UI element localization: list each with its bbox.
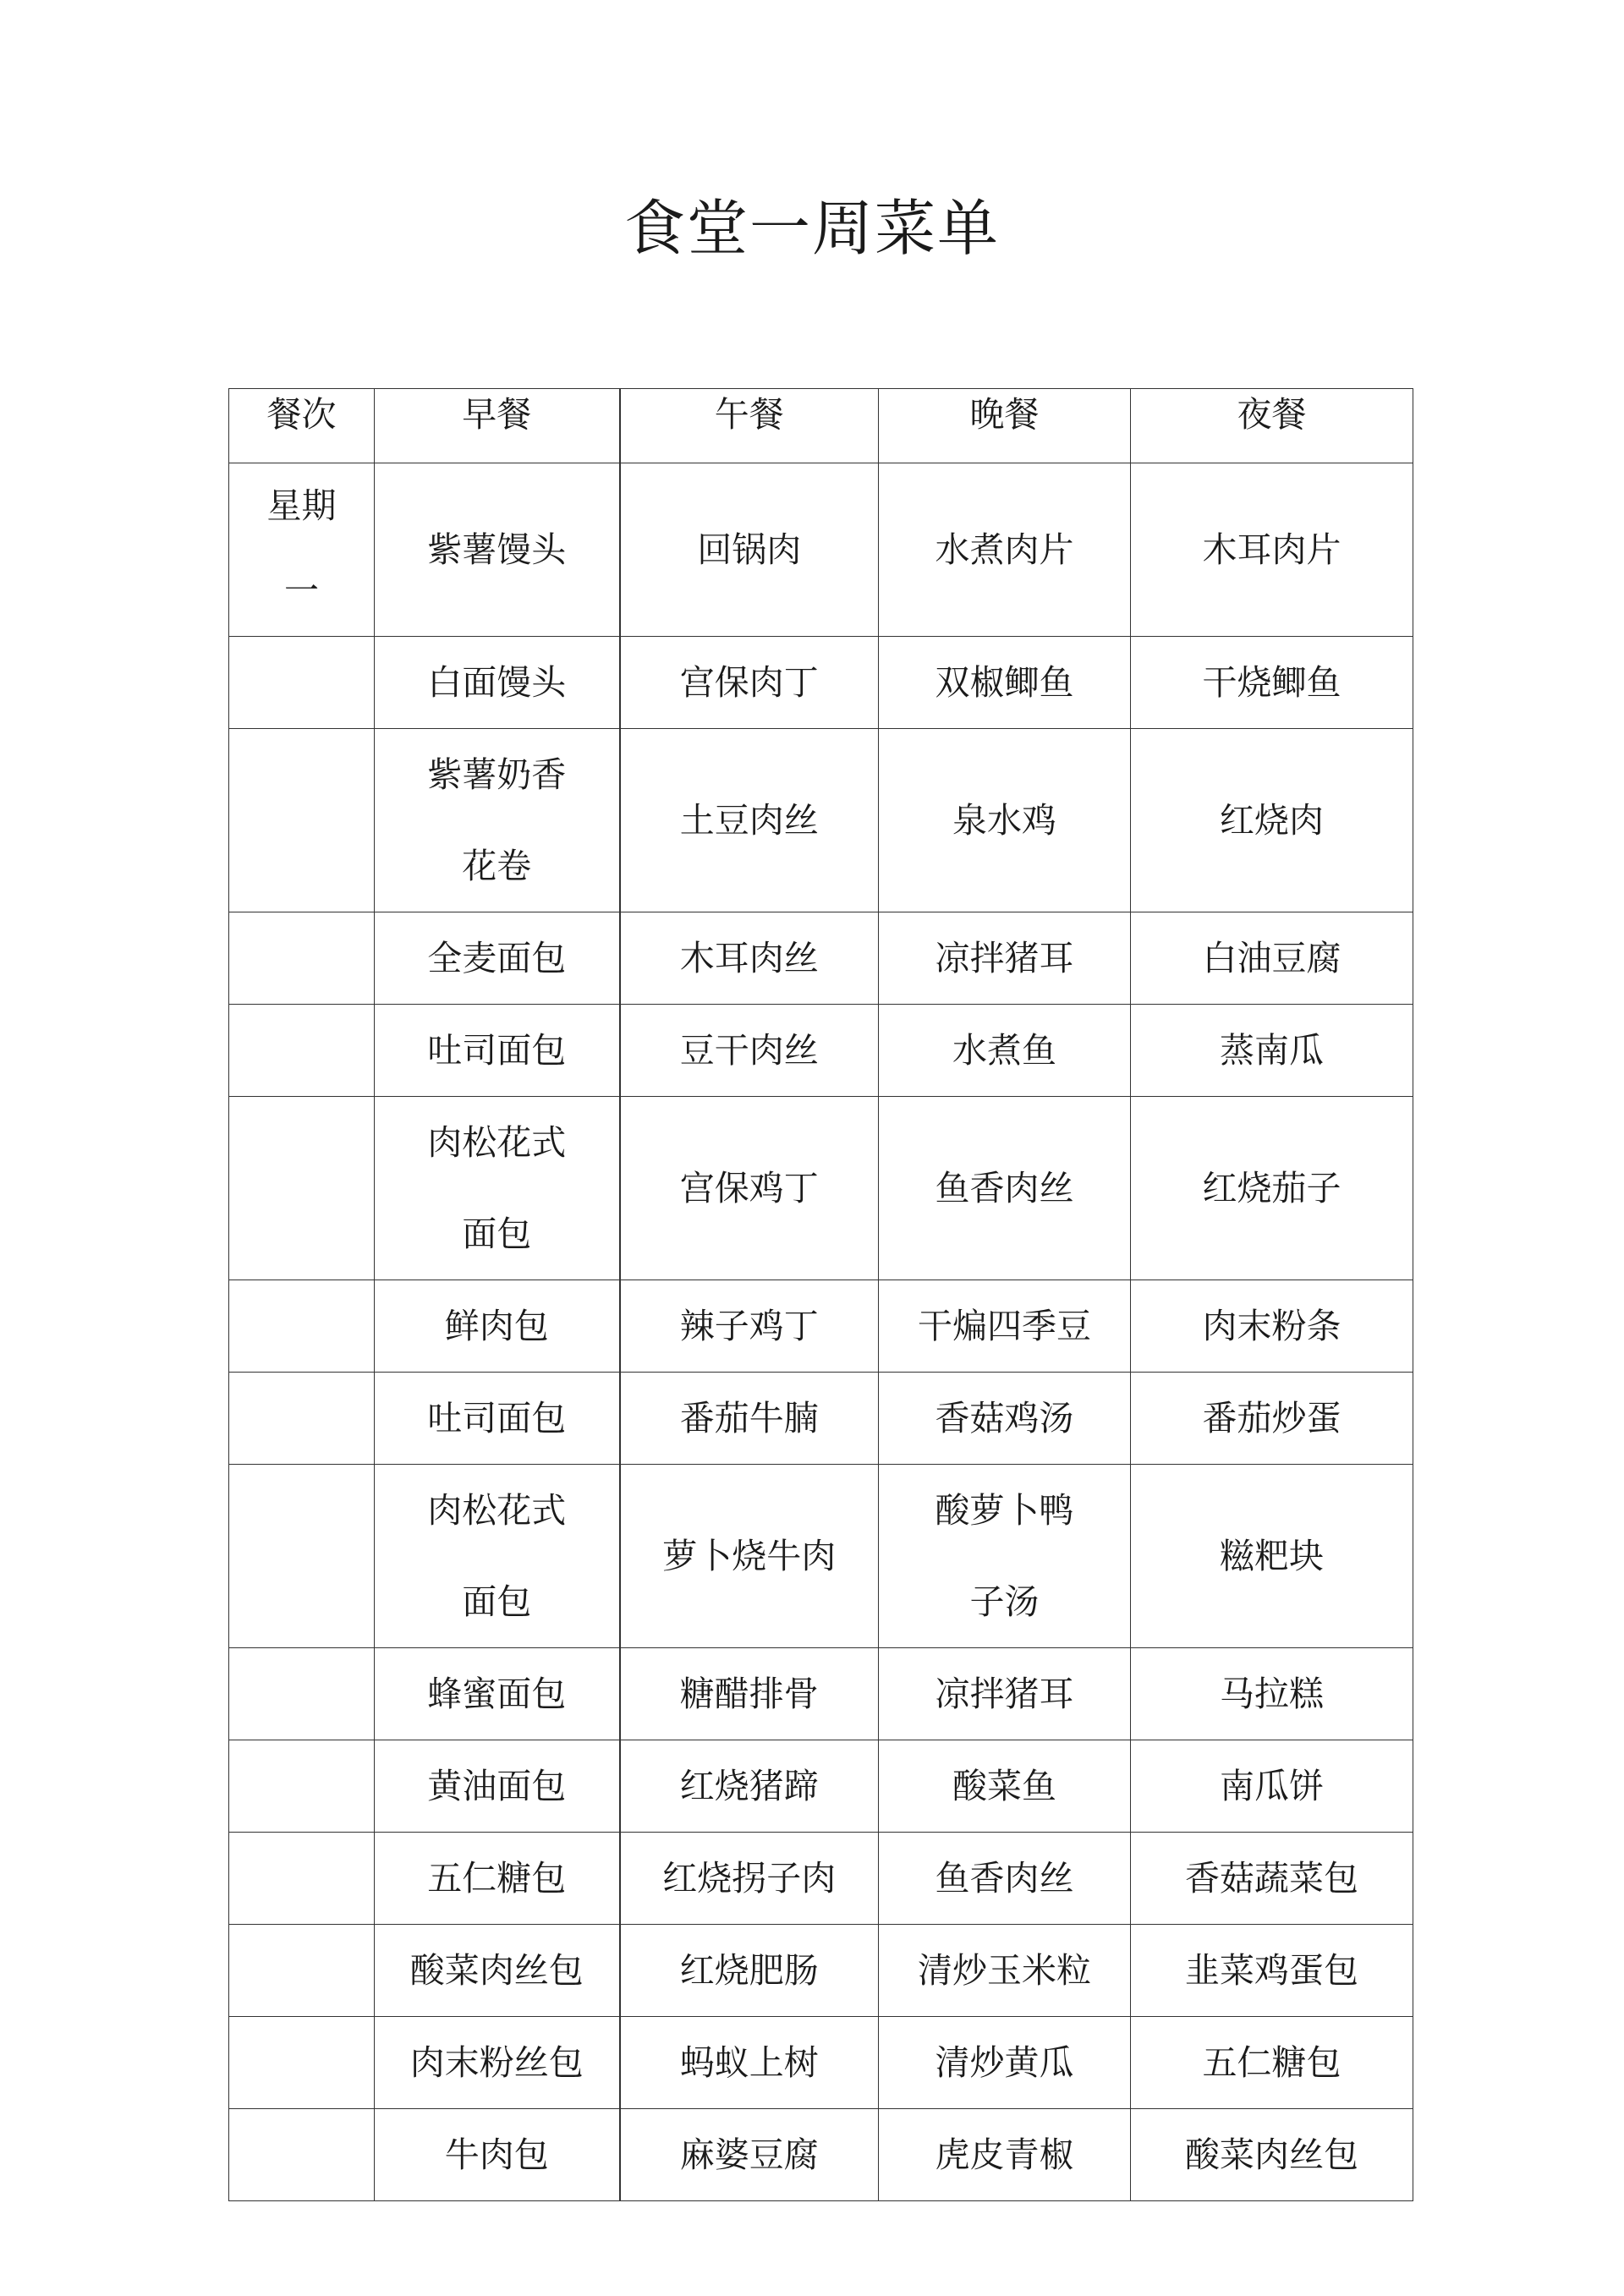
breakfast-text: 肉松花式面包 — [427, 1490, 567, 1622]
breakfast-cell: 黄油面包 — [375, 1740, 620, 1833]
table-row — [229, 1097, 1413, 1280]
day-cell — [229, 2017, 375, 2109]
day-cell — [229, 1373, 375, 1465]
dinner-cell: 清炒玉米粒 — [879, 1925, 1131, 2017]
day-cell — [229, 1097, 375, 1280]
breakfast-text: 肉松花式面包 — [427, 1122, 567, 1254]
table-row — [229, 1373, 1413, 1465]
dinner-cell: 双椒鲫鱼 — [879, 637, 1131, 729]
night-cell: 五仁糖包 — [1131, 2017, 1413, 2109]
dinner-cell: 水煮鱼 — [879, 1005, 1131, 1097]
night-cell: 马拉糕 — [1131, 1648, 1413, 1740]
dinner-cell: 鱼香肉丝 — [879, 1097, 1131, 1280]
breakfast-cell: 五仁糖包 — [375, 1833, 620, 1925]
breakfast-cell: 酸菜肉丝包 — [375, 1925, 620, 2017]
night-cell: 红烧肉 — [1131, 729, 1413, 912]
lunch-cell: 豆干肉丝 — [620, 1005, 879, 1097]
lunch-cell: 宫保鸡丁 — [620, 1097, 879, 1280]
night-cell: 红烧茄子 — [1131, 1097, 1413, 1280]
table-row — [229, 2017, 1413, 2109]
lunch-cell: 红烧肥肠 — [620, 1925, 879, 2017]
day-label: 星期一 — [266, 485, 337, 611]
breakfast-text: 紫薯奶香花卷 — [427, 754, 567, 886]
dinner-cell: 干煸四季豆 — [879, 1280, 1131, 1373]
lunch-cell: 回锅肉 — [620, 463, 879, 637]
day-cell — [229, 729, 375, 912]
header-lunch: 午餐 — [620, 389, 879, 463]
breakfast-cell: 肉末粉丝包 — [375, 2017, 620, 2109]
lunch-cell: 麻婆豆腐 — [620, 2109, 879, 2201]
dinner-cell: 香菇鸡汤 — [879, 1373, 1131, 1465]
breakfast-cell — [375, 1097, 620, 1280]
dinner-cell — [879, 1465, 1131, 1648]
lunch-cell: 蚂蚁上树 — [620, 2017, 879, 2109]
table-header-row — [229, 389, 1413, 463]
table-row — [229, 1280, 1413, 1373]
day-cell — [229, 463, 375, 637]
dinner-cell: 虎皮青椒 — [879, 2109, 1131, 2201]
breakfast-cell — [375, 729, 620, 912]
dinner-text: 酸萝卜鸭子汤 — [935, 1490, 1074, 1622]
page-title: 食堂一周菜单 — [623, 193, 1000, 264]
header-dinner: 晚餐 — [879, 389, 1131, 463]
night-cell: 酸菜肉丝包 — [1131, 2109, 1413, 2201]
header-night: 夜餐 — [1131, 389, 1413, 463]
table-row — [229, 1833, 1413, 1925]
night-cell: 糍粑块 — [1131, 1465, 1413, 1648]
breakfast-cell: 牛肉包 — [375, 2109, 620, 2201]
table-row — [229, 729, 1413, 912]
night-cell: 干烧鲫鱼 — [1131, 637, 1413, 729]
breakfast-cell: 吐司面包 — [375, 1373, 620, 1465]
dinner-cell: 酸菜鱼 — [879, 1740, 1131, 1833]
night-cell: 香菇蔬菜包 — [1131, 1833, 1413, 1925]
dinner-cell: 凉拌猪耳 — [879, 912, 1131, 1005]
table-row — [229, 1465, 1413, 1648]
breakfast-cell: 紫薯馒头 — [375, 463, 620, 637]
night-cell: 白油豆腐 — [1131, 912, 1413, 1005]
table-row — [229, 637, 1413, 729]
day-cell — [229, 2109, 375, 2201]
dinner-cell: 鱼香肉丝 — [879, 1833, 1131, 1925]
lunch-cell: 红烧猪蹄 — [620, 1740, 879, 1833]
lunch-cell: 辣子鸡丁 — [620, 1280, 879, 1373]
header-meal: 餐次 — [229, 389, 375, 463]
table-row — [229, 463, 1413, 637]
dinner-cell: 清炒黄瓜 — [879, 2017, 1131, 2109]
table-row — [229, 1925, 1413, 2017]
night-cell: 蒸南瓜 — [1131, 1005, 1413, 1097]
night-cell: 番茄炒蛋 — [1131, 1373, 1413, 1465]
night-cell: 南瓜饼 — [1131, 1740, 1413, 1833]
lunch-cell: 糖醋排骨 — [620, 1648, 879, 1740]
table-row — [229, 1740, 1413, 1833]
day-cell — [229, 1925, 375, 2017]
night-cell: 韭菜鸡蛋包 — [1131, 1925, 1413, 2017]
day-cell — [229, 1833, 375, 1925]
header-breakfast: 早餐 — [375, 389, 620, 463]
day-cell — [229, 1465, 375, 1648]
lunch-cell: 宫保肉丁 — [620, 637, 879, 729]
dinner-cell: 凉拌猪耳 — [879, 1648, 1131, 1740]
breakfast-cell: 白面馒头 — [375, 637, 620, 729]
breakfast-cell: 蜂蜜面包 — [375, 1648, 620, 1740]
dinner-cell: 泉水鸡 — [879, 729, 1131, 912]
breakfast-cell: 全麦面包 — [375, 912, 620, 1005]
table-row — [229, 2109, 1413, 2201]
table-row — [229, 1648, 1413, 1740]
breakfast-cell: 鲜肉包 — [375, 1280, 620, 1373]
day-cell — [229, 912, 375, 1005]
table-row — [229, 1005, 1413, 1097]
day-cell — [229, 637, 375, 729]
night-cell: 肉末粉条 — [1131, 1280, 1413, 1373]
day-cell — [229, 1280, 375, 1373]
menu-table — [228, 388, 1413, 2201]
breakfast-cell: 吐司面包 — [375, 1005, 620, 1097]
lunch-cell: 木耳肉丝 — [620, 912, 879, 1005]
day-cell — [229, 1740, 375, 1833]
lunch-cell: 番茄牛腩 — [620, 1373, 879, 1465]
lunch-cell: 萝卜烧牛肉 — [620, 1465, 879, 1648]
dinner-cell: 水煮肉片 — [879, 463, 1131, 637]
table-row — [229, 912, 1413, 1005]
day-cell — [229, 1648, 375, 1740]
night-cell: 木耳肉片 — [1131, 463, 1413, 637]
lunch-cell: 红烧拐子肉 — [620, 1833, 879, 1925]
lunch-cell: 土豆肉丝 — [620, 729, 879, 912]
day-cell — [229, 1005, 375, 1097]
breakfast-cell — [375, 1465, 620, 1648]
